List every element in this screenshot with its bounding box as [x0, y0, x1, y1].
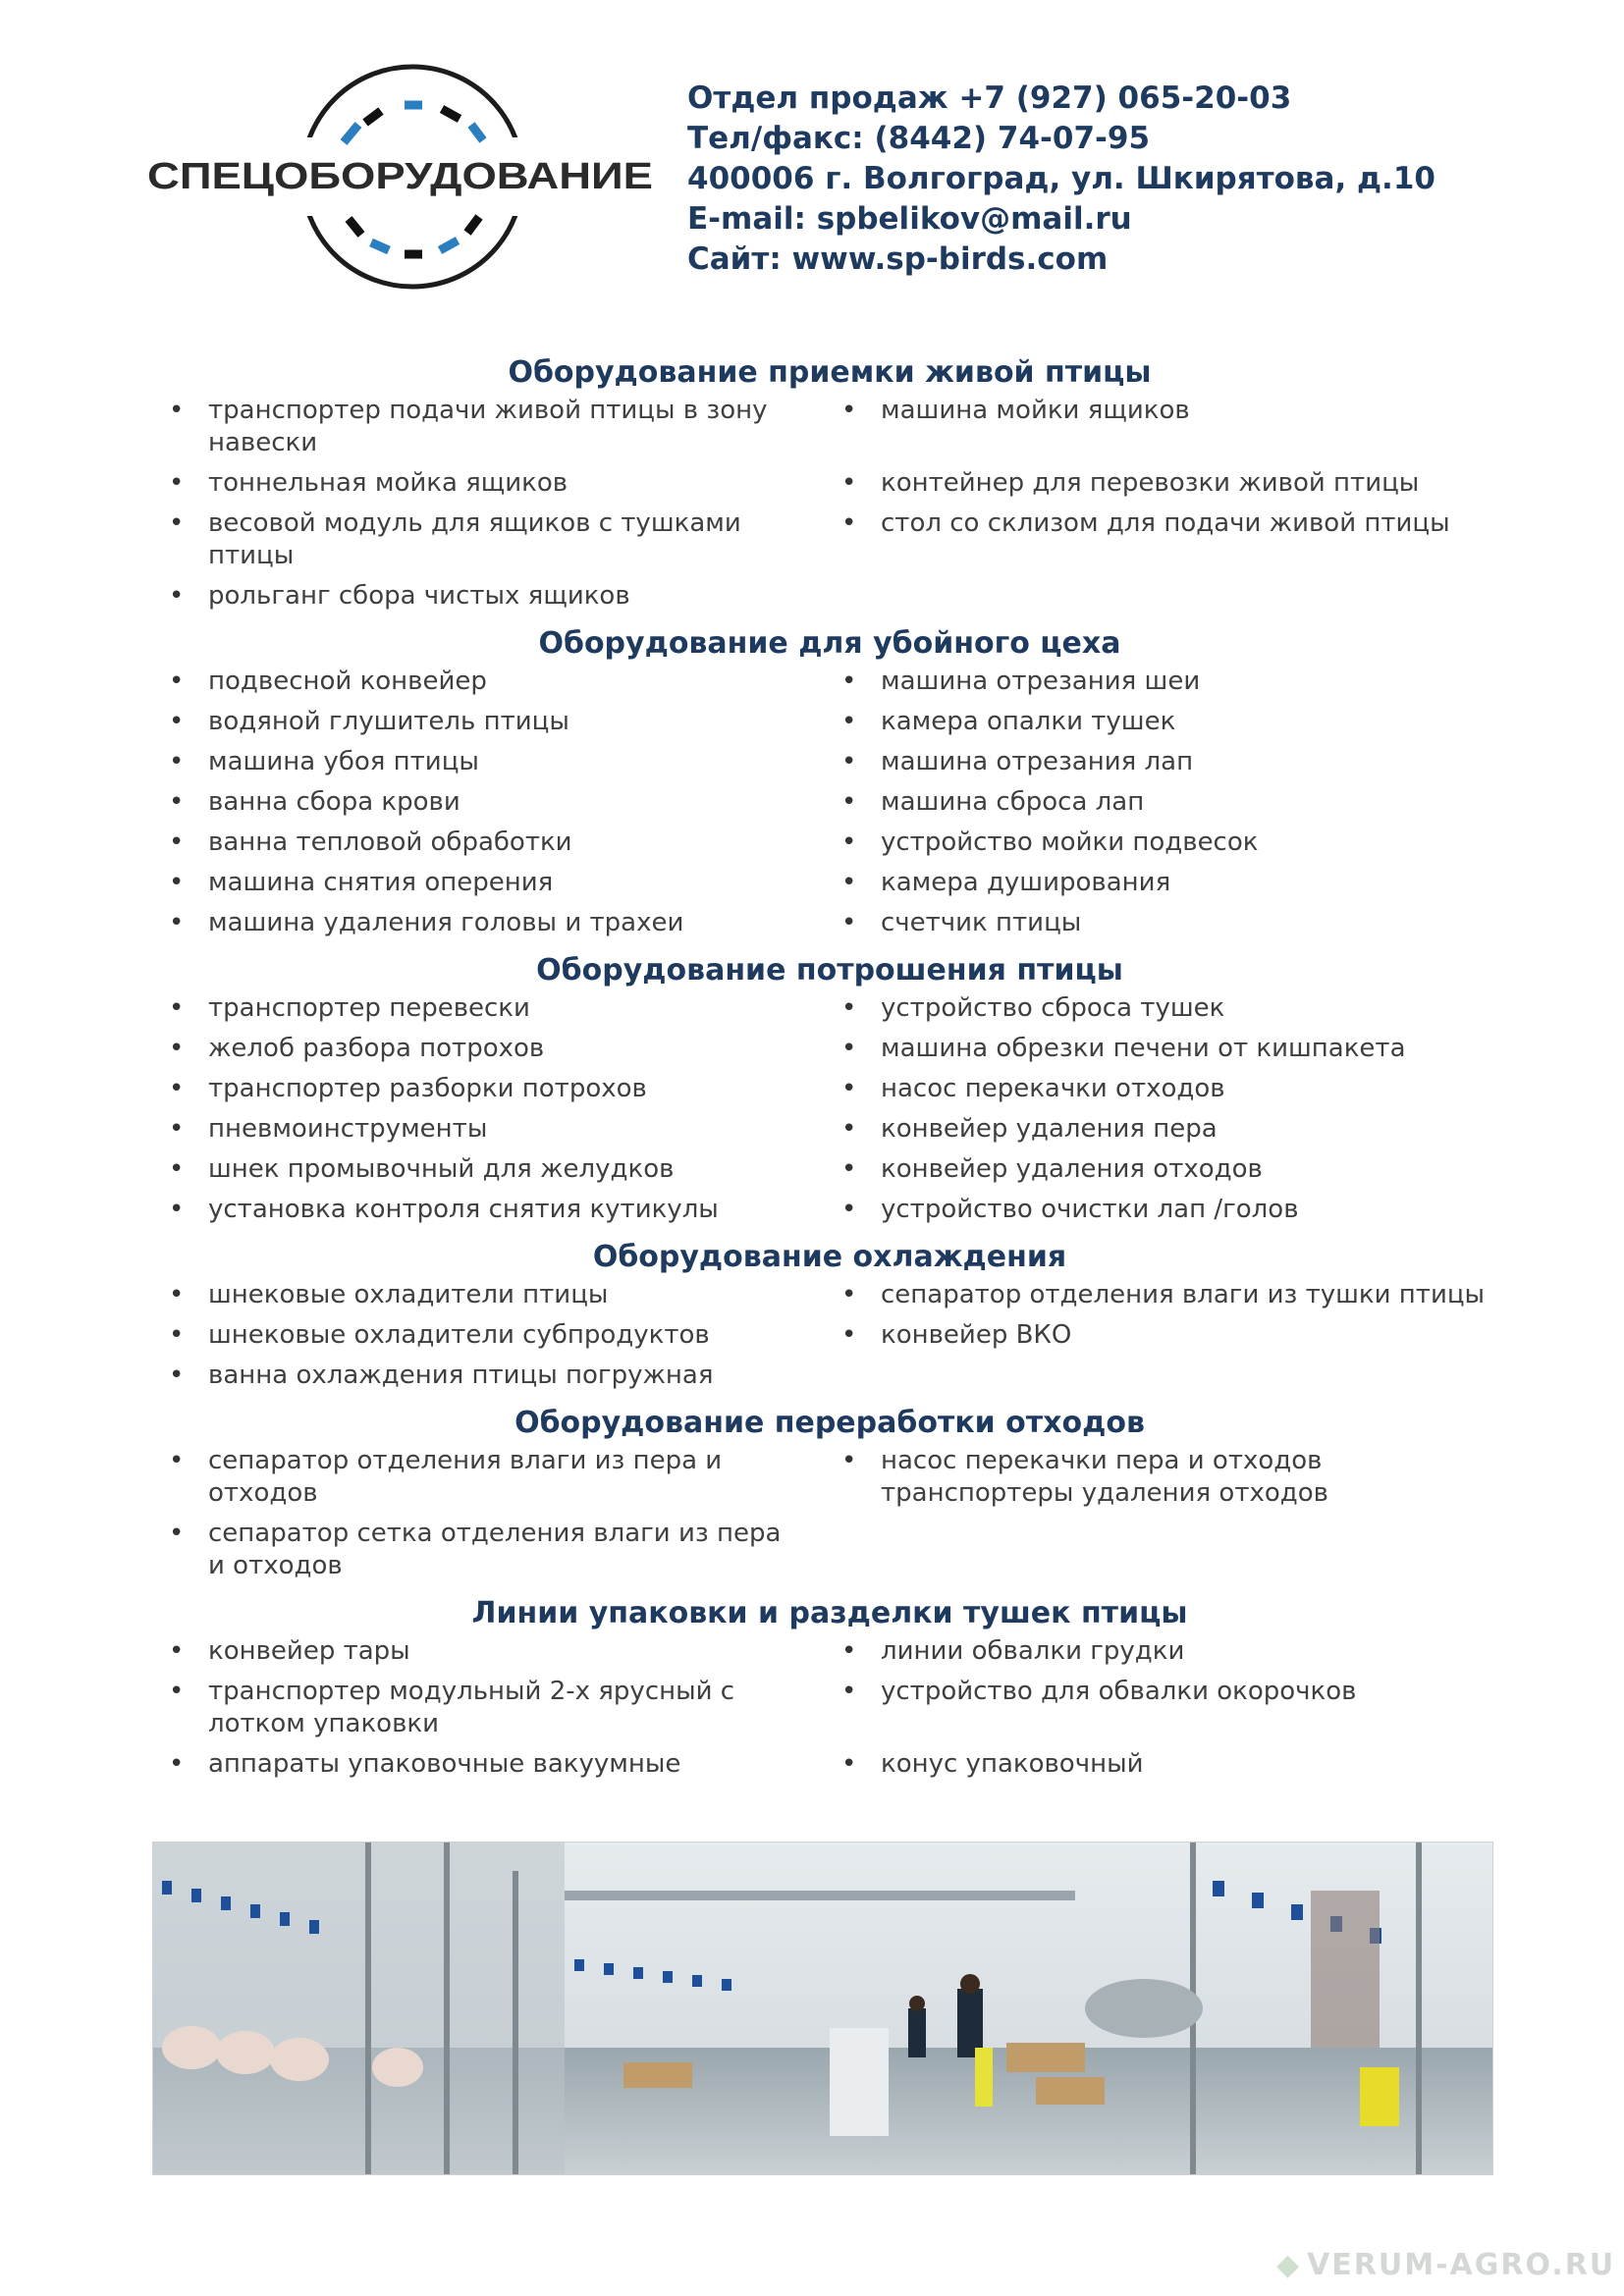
section-title: Оборудование приемки живой птицы [508, 355, 1152, 390]
list-item [830, 1073, 1502, 1105]
list-item-text: установка контроля снятия кутикулы [208, 1195, 719, 1224]
website[interactable]: Сайт: www.sp-birds.com [687, 241, 1109, 277]
bullet-icon: • [169, 468, 185, 498]
list-item-text: машина снятия оперения [208, 868, 554, 897]
list-item [830, 992, 1502, 1025]
bullet-icon: • [169, 1074, 185, 1103]
bullet-icon: • [841, 396, 857, 425]
list-item [830, 907, 1502, 939]
list-item-text: конвейер удаления пера [881, 1114, 1218, 1144]
list-item-text: транспортер перевески [208, 993, 530, 1023]
list-item-text: устройство мойки подвесок [881, 828, 1259, 857]
list-item [157, 395, 830, 459]
empty-cell [830, 1518, 1502, 1582]
section-title: Оборудование потрошения птицы [536, 953, 1123, 988]
list-item [830, 666, 1502, 698]
list-item [157, 666, 830, 698]
bullet-icon: • [169, 1446, 185, 1475]
list-item-text: конвейер тары [208, 1636, 410, 1666]
list-item-text: ванна сбора крови [208, 787, 460, 817]
list-item-text: сепаратор сетка отделения влаги из пера и отходов [208, 1519, 782, 1580]
diamond-logo-icon: ◆ [1276, 2248, 1302, 2282]
list-item-text: пневмоинструменты [208, 1114, 488, 1144]
list-item [157, 746, 830, 778]
list-item-text: линии обвалки грудки [881, 1636, 1185, 1666]
list-item-text: водяной глушитель птицы [208, 707, 569, 736]
list-item-text: счетчик птицы [881, 908, 1082, 937]
section-title: Линии упаковки и разделки тушек птицы [471, 1596, 1188, 1630]
section-items [157, 395, 1502, 620]
bullet-icon: • [841, 1114, 857, 1144]
watermark-text: VERUM-AGRO.RU [1307, 2248, 1616, 2282]
list-item-text: машина убоя птицы [208, 747, 479, 776]
list-item [830, 467, 1502, 500]
section-title: Оборудование для убойного цеха [538, 626, 1121, 661]
bullet-icon: • [169, 993, 185, 1023]
list-item [157, 1073, 830, 1105]
list-item-text: камера опалки тушек [881, 707, 1176, 736]
bullet-icon: • [841, 1280, 857, 1309]
list-item-text: транспортер модульный 2-х ярусный с лотком упаковки [208, 1677, 735, 1738]
list-item-text: контейнер для перевозки живой птицы [881, 468, 1420, 498]
bullet-icon: • [169, 747, 185, 776]
bullet-icon: • [169, 787, 185, 817]
bullet-icon: • [169, 1519, 185, 1548]
bullet-icon: • [841, 1636, 857, 1666]
bullet-icon: • [841, 1195, 857, 1224]
list-item [830, 1153, 1502, 1186]
list-item-text: устройство очистки лап /голов [881, 1195, 1299, 1224]
section-title: Оборудование охлаждения [592, 1240, 1067, 1274]
bullet-icon: • [841, 468, 857, 498]
list-item [157, 1153, 830, 1186]
bullet-icon: • [841, 787, 857, 817]
list-item [157, 1635, 830, 1668]
section-items [157, 1635, 1502, 1789]
list-item [157, 1319, 830, 1352]
list-item-text: ванна охлаждения птицы погружная [208, 1361, 714, 1390]
bullet-icon: • [841, 868, 857, 897]
list-item-text: весовой модуль для ящиков с тушками птицы [208, 508, 741, 570]
list-item-text: сепаратор отделения влаги из тушки птицы [881, 1280, 1486, 1309]
list-item-text: аппараты упаковочные вакуумные [208, 1749, 681, 1779]
list-item [157, 1676, 830, 1740]
list-item [157, 1033, 830, 1065]
bullet-icon: • [841, 508, 857, 538]
list-item [830, 1748, 1502, 1781]
bullet-icon: • [169, 1636, 185, 1666]
bullet-icon: • [841, 993, 857, 1023]
list-item-text: тоннельная мойка ящиков [208, 468, 568, 498]
bullet-icon: • [169, 1195, 185, 1224]
list-item-text: конус упаковочный [881, 1749, 1144, 1779]
list-item [157, 786, 830, 819]
email[interactable]: E-mail: spbelikov@mail.ru [687, 201, 1132, 237]
bullet-icon: • [169, 1320, 185, 1350]
list-item [157, 907, 830, 939]
bullet-icon: • [169, 1154, 185, 1184]
factory-photo [152, 1842, 1493, 2175]
list-item-text: устройство для обвалки окорочков [881, 1677, 1357, 1706]
list-item [157, 992, 830, 1025]
list-item-text: рольганг сбора чистых ящиков [208, 581, 630, 611]
list-item [157, 467, 830, 500]
bullet-icon: • [841, 1074, 857, 1103]
list-item-text: машина отрезания лап [881, 747, 1194, 776]
list-item [830, 1033, 1502, 1065]
list-item-text: желоб разбора потрохов [208, 1034, 545, 1063]
list-item-text: устройство сброса тушек [881, 993, 1225, 1023]
bullet-icon: • [169, 1280, 185, 1309]
bullet-icon: • [169, 396, 185, 425]
list-item [157, 507, 830, 572]
section-items [157, 666, 1502, 947]
bullet-icon: • [169, 828, 185, 857]
company-logo [147, 54, 658, 304]
list-item [830, 1194, 1502, 1226]
bullet-icon: • [841, 1677, 857, 1706]
list-item-text: ванна тепловой обработки [208, 828, 572, 857]
bullet-icon: • [841, 1446, 857, 1475]
watermark [1276, 2248, 1615, 2282]
bullet-icon: • [169, 1749, 185, 1779]
empty-cell [830, 580, 1502, 613]
list-item [157, 1113, 830, 1146]
list-item [157, 1445, 830, 1510]
list-item-text: стол со склизом для подачи живой птицы [881, 508, 1450, 538]
bullet-icon: • [169, 508, 185, 538]
list-item [830, 1319, 1502, 1352]
list-item [830, 867, 1502, 899]
bullet-icon: • [841, 667, 857, 696]
list-item-text: машина удаления головы и трахеи [208, 908, 684, 937]
empty-cell [830, 1360, 1502, 1392]
bullet-icon: • [169, 1114, 185, 1144]
list-item-text: машина мойки ящиков [881, 396, 1190, 425]
bullet-icon: • [169, 908, 185, 937]
list-item [157, 706, 830, 738]
list-item-text: машина обрезки печени от кишпакета [881, 1034, 1406, 1063]
list-item [830, 395, 1502, 459]
bullet-icon: • [841, 1034, 857, 1063]
logo-company-name: СПЕЦОБОРУДОВАНИЕ [147, 156, 653, 197]
list-item [830, 786, 1502, 819]
contact-block [687, 79, 1435, 280]
list-item-text: транспортер подачи живой птицы в зону навески [208, 396, 768, 457]
bullet-icon: • [841, 747, 857, 776]
list-item-text: шнековые охладители птицы [208, 1280, 609, 1309]
bullet-icon: • [169, 581, 185, 611]
list-item [157, 1360, 830, 1392]
section-items [157, 1445, 1502, 1590]
list-item [830, 706, 1502, 738]
bullet-icon: • [169, 1677, 185, 1706]
bullet-icon: • [841, 1154, 857, 1184]
section-items [157, 992, 1502, 1234]
list-item-text: конвейер удаления отходов [881, 1154, 1263, 1184]
bullet-icon: • [169, 1361, 185, 1390]
list-item-text: конвейер ВКО [881, 1320, 1072, 1350]
list-item [157, 580, 830, 613]
sales-phone: Отдел продаж +7 (927) 065-20-03 [687, 80, 1292, 116]
bullet-icon: • [841, 707, 857, 736]
bullet-icon: • [841, 908, 857, 937]
list-item-text: подвесной конвейер [208, 667, 487, 696]
list-item-text: машина сброса лап [881, 787, 1145, 817]
list-item [157, 827, 830, 859]
phone-fax: Тел/факс: (8442) 74-07-95 [687, 121, 1151, 156]
list-item [157, 867, 830, 899]
list-item-text: машина отрезания шеи [881, 667, 1201, 696]
bullet-icon: • [169, 707, 185, 736]
bullet-icon: • [841, 828, 857, 857]
list-item-text: шнек промывочный для желудков [208, 1154, 675, 1184]
address: 400006 г. Волгоград, ул. Шкирятова, д.10 [687, 161, 1435, 196]
list-item [157, 1748, 830, 1781]
list-item [830, 1445, 1502, 1510]
list-item-text: транспортер разборки потрохов [208, 1074, 647, 1103]
list-item [830, 507, 1502, 572]
list-item-text: камера душирования [881, 868, 1171, 897]
list-item-text: сепаратор отделения влаги из пера и отходов [208, 1446, 723, 1508]
list-item [157, 1279, 830, 1311]
list-item [830, 827, 1502, 859]
list-item [830, 1279, 1502, 1311]
bullet-icon: • [841, 1749, 857, 1779]
list-item-text: насос перекачки пера и отходов транспортеры удаления отходов [881, 1446, 1328, 1508]
equipment-list [157, 355, 1502, 1794]
list-item [830, 1676, 1502, 1740]
section-title: Оборудование переработки отходов [514, 1406, 1145, 1440]
list-item [830, 1113, 1502, 1146]
section-items [157, 1279, 1502, 1400]
list-item-text: насос перекачки отходов [881, 1074, 1225, 1103]
list-item [157, 1518, 830, 1582]
bullet-icon: • [841, 1320, 857, 1350]
bullet-icon: • [169, 1034, 185, 1063]
list-item-text: шнековые охладители субпродуктов [208, 1320, 710, 1350]
list-item [830, 1635, 1502, 1668]
list-item [157, 1194, 830, 1226]
bullet-icon: • [169, 868, 185, 897]
list-item [830, 746, 1502, 778]
bullet-icon: • [169, 667, 185, 696]
